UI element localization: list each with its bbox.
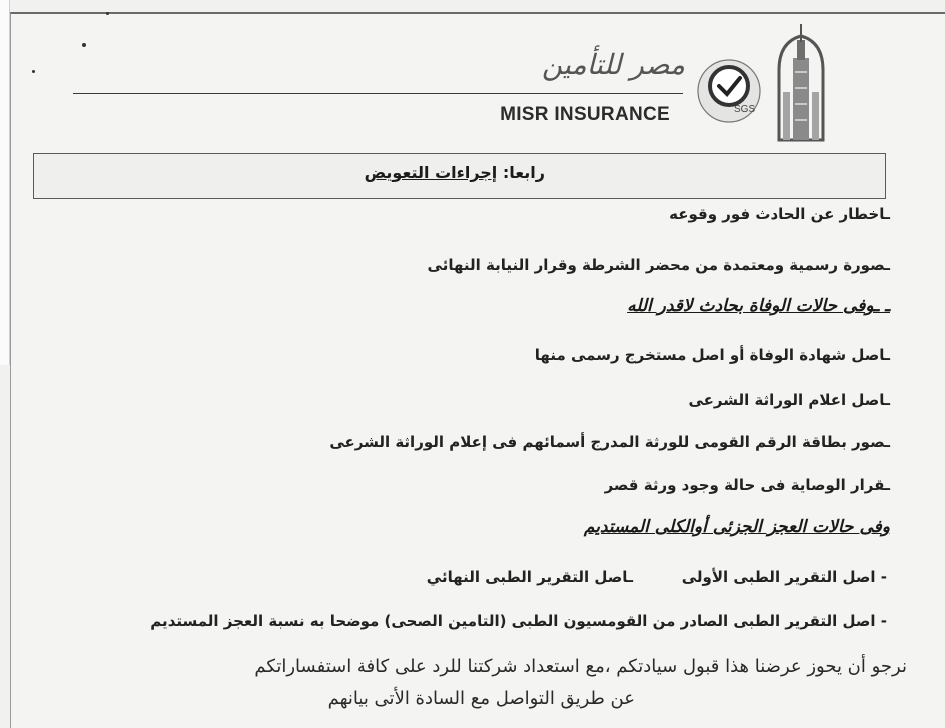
brand-name-english: MISR INSURANCE [500, 104, 670, 125]
requirement-line: ـقرار الوصاية فى حالة وجود ورثة قصر [604, 476, 890, 494]
section-title-box [33, 153, 886, 199]
requirement-line: ـاصل شهادة الوفاة أو اصل مستخرج رسمى منها [534, 346, 890, 364]
scan-edge [0, 0, 10, 365]
requirement-line: ـصور بطاقة الرقم القومى للورثة المدرج أسمائهم فى إعلام الوراثة الشرعى [329, 433, 890, 451]
requirement-line: - اصل التقرير الطبى الأولى [681, 568, 887, 586]
closing-paragraph: عن طريق التواصل مع السادة الأتى بيانهم [327, 688, 635, 709]
requirement-line: ـاصل اعلام الوراثة الشرعى [688, 391, 890, 409]
closing-paragraph: نرجو أن يحوز عرضنا هذا قبول سيادتكم ،مع استعداد شركتنا للرد على كافة استفساراتكم [254, 656, 907, 677]
requirement-line: ـصورة رسمية ومعتمدة من محضر الشرطة وقرار النيابة النهائى [427, 256, 890, 274]
scan-speck [82, 43, 86, 47]
section-prefix: رابعا: [502, 163, 545, 182]
death-cases-heading: ـ ـوفى حالات الوفاة بحادث لاقدر الله [627, 296, 890, 316]
section-title-text: إجراءات التعويض [364, 163, 498, 182]
section-title [365, 163, 545, 182]
sgs-label: SGS [734, 104, 756, 115]
requirement-line: - اصل التقرير الطبى الصادر من القومسيون الطبى (التامين الصحى) موضحا به نسبة العجز المستديم [150, 612, 887, 630]
brand-name-arabic: مصر للتأمين [541, 48, 685, 81]
header-rule [73, 93, 683, 94]
sgs-certification-icon [694, 56, 764, 126]
scan-speck [32, 70, 35, 73]
misr-insurance-tower-logo [773, 22, 829, 144]
disability-cases-heading: وفى حالات العجز الجزئى أوالكلى المستديم [583, 517, 890, 537]
requirement-line: ـاخطار عن الحادث فور وقوعه [669, 205, 890, 223]
scan-speck [106, 12, 109, 15]
requirement-line: ـاصل التقرير الطبى النهائي [426, 568, 633, 586]
